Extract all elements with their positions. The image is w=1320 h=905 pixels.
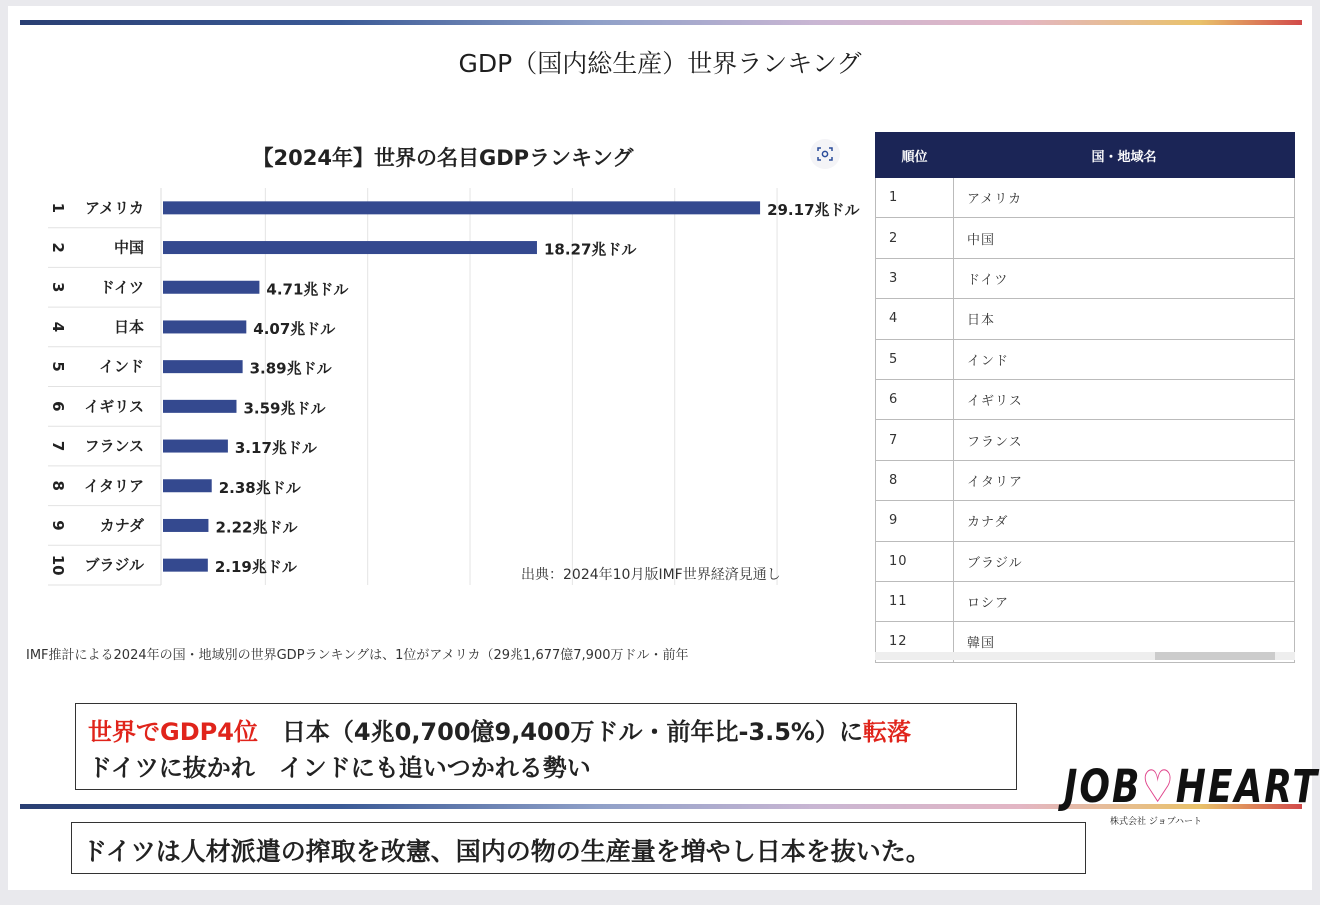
- logo-text-left: JOB: [1064, 762, 1142, 814]
- rank-label: 2: [49, 242, 67, 253]
- table-cell-country: イタリア: [954, 460, 1295, 500]
- category-label: インド: [98, 357, 144, 376]
- highlight-note-box: [75, 703, 1017, 790]
- note-line-2: ドイツに抜かれ インドにも追いつかれる勢い: [88, 754, 591, 782]
- rank-label: 8: [49, 480, 67, 491]
- ranking-table: [875, 132, 1295, 663]
- table-cell-country: 韓国: [954, 622, 1295, 662]
- slide-title: GDP（国内総生産）世界ランキング: [458, 49, 862, 78]
- heart-icon: ♡: [1141, 762, 1176, 814]
- category-label: イギリス: [84, 397, 144, 416]
- ranking-table-container[interactable]: [875, 132, 1295, 652]
- note-japan-detail: 日本（4兆0,700億9,400万ドル・前年比-3.5%）に: [281, 718, 863, 746]
- table-cell-country: カナダ: [954, 501, 1295, 541]
- table-cell-country: フランス: [954, 420, 1295, 460]
- table-row: [876, 258, 1295, 298]
- bar: [163, 320, 246, 333]
- table-row: [876, 420, 1295, 460]
- table-header-row: [876, 133, 1295, 178]
- table-cell-country: イギリス: [954, 379, 1295, 419]
- bottom-note-box: [71, 822, 1086, 874]
- bottom-note-text: ドイツは人材派遣の搾取を改憲、国内の物の生産量を増やし日本を抜いた。: [82, 837, 931, 866]
- note-red-rank: 世界でGDP4位: [88, 718, 258, 746]
- table-cell-country: 日本: [954, 299, 1295, 339]
- value-label: 29.17兆ドル: [767, 200, 860, 219]
- rank-label: 1: [49, 202, 67, 214]
- table-row: [876, 218, 1295, 258]
- table-cell-country: ブラジル: [954, 541, 1295, 581]
- table-cell-rank: 9: [876, 501, 954, 541]
- category-label: ドイツ: [99, 278, 144, 297]
- bar: [163, 559, 208, 572]
- table-cell-rank: 11: [876, 581, 954, 621]
- category-label: ブラジル: [84, 556, 144, 575]
- note-line-1: [88, 712, 911, 747]
- job-heart-logo: [1064, 762, 1319, 832]
- table-cell-rank: 10: [876, 541, 954, 581]
- chart-plot: [38, 126, 860, 596]
- rank-label: 10: [49, 554, 67, 576]
- bar: [163, 281, 259, 294]
- table-cell-rank: 3: [876, 258, 954, 298]
- chart-title: 【2024年】世界の名目GDPランキング: [252, 146, 634, 170]
- rank-label: 4: [49, 321, 67, 333]
- category-label: 日本: [113, 317, 144, 336]
- bar: [163, 360, 243, 373]
- rank-label: 5: [49, 361, 67, 372]
- rank-label: 7: [49, 440, 67, 452]
- table-row: [876, 339, 1295, 379]
- category-label: カナダ: [99, 516, 144, 535]
- bar: [163, 241, 537, 254]
- value-label: 2.38兆ドル: [218, 478, 301, 497]
- table-body: [876, 178, 1295, 663]
- table-cell-country: インド: [954, 339, 1295, 379]
- table-cell-rank: 7: [876, 420, 954, 460]
- header-country: 国・地域名: [954, 133, 1295, 178]
- logo-text-right: HEART: [1175, 762, 1319, 814]
- value-label: 3.17兆ドル: [234, 439, 317, 458]
- bar: [163, 519, 208, 532]
- category-label: フランス: [84, 437, 144, 456]
- logo-wordmark: [1064, 762, 1319, 813]
- value-label: 3.89兆ドル: [249, 359, 332, 378]
- table-scrollbar[interactable]: [875, 652, 1295, 660]
- value-label: 18.27兆ドル: [543, 240, 637, 259]
- value-label: 3.59兆ドル: [243, 399, 326, 418]
- table-cell-country: ドイツ: [954, 258, 1295, 298]
- rank-label: 9: [49, 520, 67, 531]
- bar: [163, 400, 236, 413]
- table-cell-rank: 8: [876, 460, 954, 500]
- table-row: [876, 379, 1295, 419]
- category-label: アメリカ: [85, 198, 144, 217]
- rank-label: 6: [49, 401, 67, 412]
- table-row: [876, 581, 1295, 621]
- category-label: イタリア: [83, 476, 144, 495]
- table-row: [876, 541, 1295, 581]
- gdp-bar-chart: [38, 126, 860, 626]
- top-decorative-stripe: [20, 20, 1302, 25]
- bar: [163, 440, 228, 453]
- slide: [8, 6, 1319, 890]
- table-cell-rank: 1: [876, 178, 954, 218]
- table-row: [876, 299, 1295, 339]
- table-cell-rank: 5: [876, 339, 954, 379]
- table-cell-rank: 2: [876, 218, 954, 258]
- value-label: 4.71兆ドル: [266, 280, 349, 299]
- header-rank: 順位: [876, 133, 954, 178]
- value-label: 4.07兆ドル: [253, 319, 336, 338]
- table-row: [876, 178, 1295, 218]
- table-cell-rank: 12: [876, 622, 954, 662]
- table-cell-country: アメリカ: [954, 178, 1295, 218]
- table-row: [876, 460, 1295, 500]
- rank-label: 3: [49, 282, 67, 293]
- note-red-fall: 転落: [862, 718, 911, 746]
- table-scrollbar-thumb[interactable]: [1155, 652, 1275, 660]
- value-label: 2.22兆ドル: [215, 518, 298, 537]
- table-cell-country: 中国: [954, 218, 1295, 258]
- chart-source: 出典：2024年10月版IMF世界経済見通し: [521, 567, 781, 583]
- table-cell-country: ロシア: [954, 581, 1295, 621]
- value-label: 2.19兆ドル: [214, 558, 297, 577]
- table-cell-rank: 6: [876, 379, 954, 419]
- caption-text: IMF推計による2024年の国・地域別の世界GDPランキングは、1位がアメリカ（29兆1,677億7,900万ドル・前年: [26, 648, 689, 663]
- table-cell-rank: 4: [876, 299, 954, 339]
- table-row: [876, 501, 1295, 541]
- category-label: 中国: [113, 238, 144, 257]
- bar: [163, 479, 212, 492]
- logo-subtitle: 株式会社 ジョブハート: [1110, 817, 1202, 827]
- bar: [163, 201, 760, 214]
